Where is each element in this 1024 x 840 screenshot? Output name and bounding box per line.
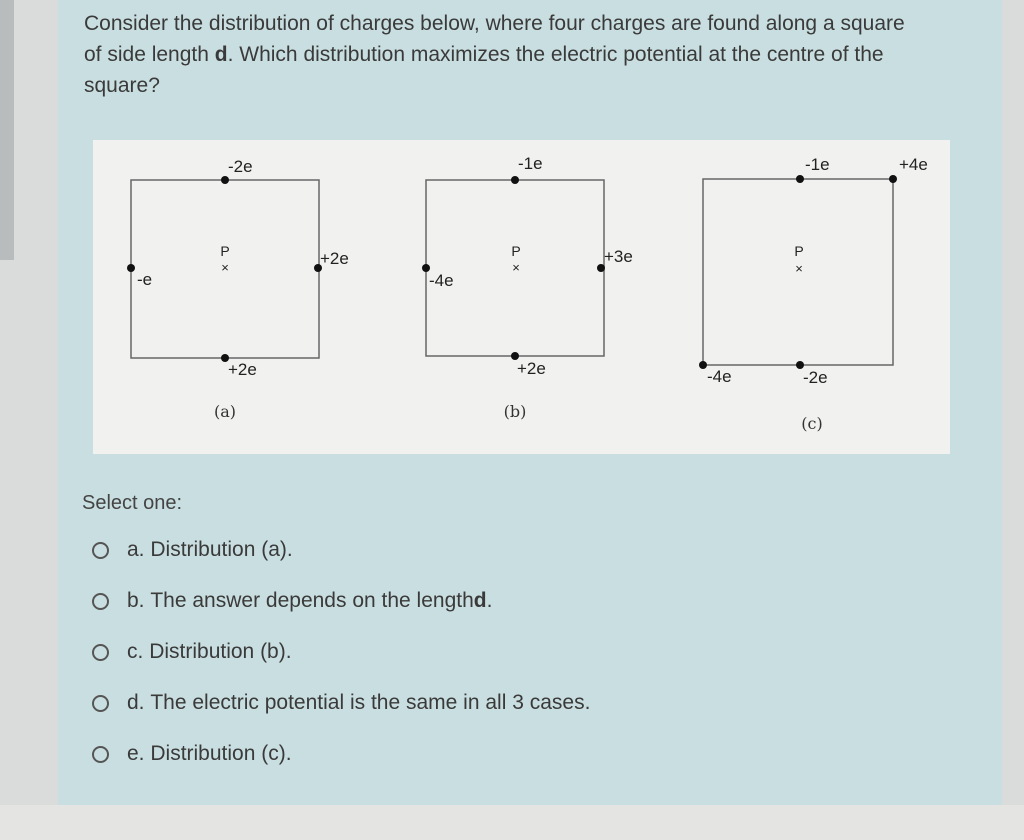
select-one-label: Select one: (82, 492, 183, 514)
charge-label: +2e (320, 249, 349, 268)
option-letter: c. (127, 640, 144, 663)
question-bold-d: d (214, 43, 228, 66)
background-strip (0, 0, 14, 260)
charge-label: -4e (707, 367, 732, 386)
charge-label: -4e (429, 271, 454, 290)
option-text: Distribution (c). (150, 742, 292, 765)
option-letter: b. (127, 589, 145, 612)
charge-label: -1e (805, 155, 830, 174)
caption-a: (a) (213, 402, 237, 421)
option-text: The electric potential is the same in all 3 cases. (150, 691, 591, 714)
background-strip-bottom (0, 805, 1024, 840)
radio-button[interactable] (92, 542, 109, 559)
charge-dot (127, 264, 135, 272)
option-b[interactable] (92, 586, 492, 616)
charge-dot (889, 175, 897, 183)
point-label: P (511, 243, 521, 259)
point-label: P (220, 243, 230, 259)
point-marker: × (795, 261, 803, 276)
radio-button[interactable] (92, 644, 109, 661)
point-marker: × (512, 260, 520, 275)
charge-label: -2e (228, 157, 253, 176)
option-text: The answer depends on the length (150, 589, 474, 612)
charge-label: +2e (228, 360, 257, 379)
diagram-a (127, 157, 349, 421)
charge-label: +4e (899, 155, 928, 174)
option-d[interactable] (92, 688, 590, 718)
option-text-end: . (486, 589, 493, 612)
charge-dot (221, 176, 229, 184)
charge-label: +3e (604, 247, 633, 266)
point-label: P (794, 243, 804, 259)
radio-button[interactable] (92, 593, 109, 610)
option-a[interactable] (92, 535, 293, 565)
charge-dot (796, 175, 804, 183)
radio-button[interactable] (92, 695, 109, 712)
diagram-b (422, 154, 633, 421)
option-text: Distribution (a). (150, 538, 293, 561)
option-letter: d. (127, 691, 145, 714)
charge-dot (699, 361, 707, 369)
charge-diagrams-figure (93, 140, 950, 454)
question-text: Consider the distribution of charges below, where four charges are found along a square of side length d. Which distribution maximizes the electric potential at the centre of the square? (84, 12, 905, 97)
charge-dot (511, 176, 519, 184)
caption-c: (c) (801, 414, 823, 433)
caption-b: (b) (503, 402, 527, 421)
charge-label: +2e (517, 359, 546, 378)
radio-button[interactable] (92, 746, 109, 763)
option-text-bold: d (473, 589, 487, 612)
charge-label: -2e (803, 368, 828, 387)
option-e[interactable] (92, 739, 292, 769)
option-c[interactable] (92, 637, 292, 667)
charge-label: -1e (518, 154, 543, 173)
option-text: Distribution (b). (149, 640, 292, 663)
point-marker: × (221, 260, 229, 275)
option-letter: e. (127, 742, 145, 765)
option-letter: a. (127, 538, 145, 561)
charge-label: -e (137, 270, 153, 289)
diagram-c (699, 155, 928, 433)
